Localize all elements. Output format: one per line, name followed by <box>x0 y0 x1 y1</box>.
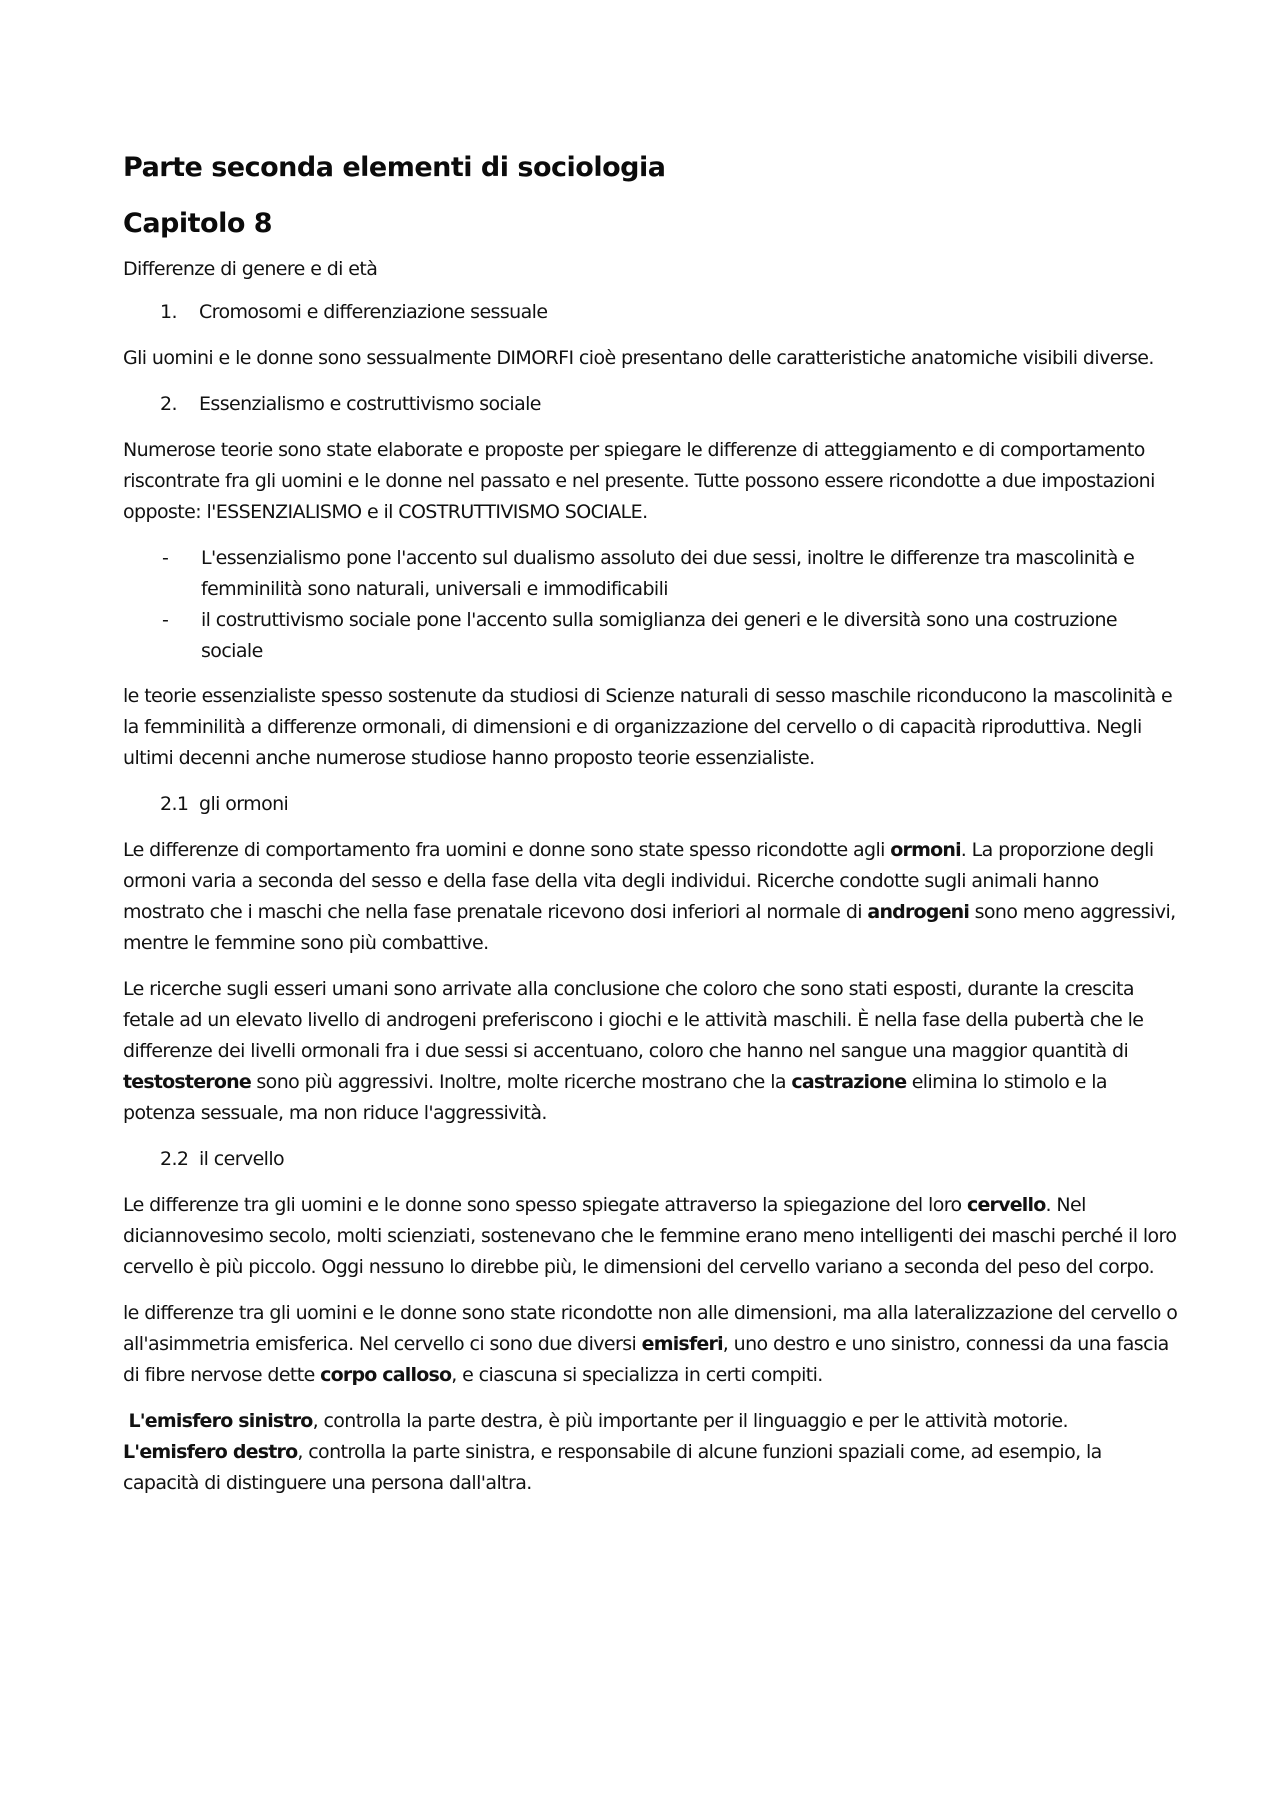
section-2-1-heading <box>160 789 1178 820</box>
section-2-2-number: 2.2 <box>160 1148 189 1170</box>
bold-term-cervello: cervello <box>967 1194 1046 1216</box>
dash-bullet: - <box>162 609 169 631</box>
section-2-paragraph: Numerose teorie sono state elaborate e proposte per spiegare le differenze di atteggiamento e di comportamento riscontrate fra gli uomini e le donne nel passato e nel presente. Tutte possono essere ricondotte a due impostazioni opposte: l'ESSENZIALISMO e il COSTRUTTIVISMO SOCIALE. <box>123 439 1155 523</box>
section-1-title: Cromosomi e differenziazione sessuale <box>199 301 548 323</box>
text-run: , controlla la parte sinistra, e responsabile di alcune funzioni spaziali come, ad esempio, la capacità di distinguere una persona dall'altra. <box>123 1441 1102 1494</box>
document-content <box>123 148 1178 1514</box>
bold-term-corpo-calloso: corpo calloso <box>320 1364 452 1386</box>
section-2-1-number: 2.1 <box>160 793 189 815</box>
dash-bullet: - <box>162 547 169 569</box>
section-2-1-title: gli ormoni <box>199 793 289 815</box>
section-2-2-heading <box>160 1144 1178 1175</box>
text-run: . La proporzione degli ormoni varia a seconda del sesso e della fase della vita degli individui. Ricerche condotte sugli animali hanno mostrato che i maschi che nella fase prenatale ricevono dosi inferiori al normale di <box>123 839 1154 923</box>
cervello-paragraph-2 <box>123 1298 1178 1391</box>
bold-term-emisfero-sinistro: L'emisfero sinistro <box>128 1410 313 1432</box>
list-item <box>123 543 1178 605</box>
list-item-text: il costruttivismo sociale pone l'accento sulla somiglianza dei generi e le diversità sono una costruzione sociale <box>201 609 1118 662</box>
text-run: , controlla la parte destra, è più importante per il linguaggio e per le attività motorie. <box>312 1410 1068 1432</box>
text-run: , uno destro e uno sinistro, connessi da una fascia di fibre nervose dette <box>123 1333 1169 1386</box>
text-run: . Nel diciannovesimo secolo, molti scienziati, sostenevano che le femmine erano meno intelligenti dei maschi perché il loro cervello è più piccolo. Oggi nessuno lo direbbe più, le dimensioni del cervello variano a seconda del peso del corpo. <box>123 1194 1177 1278</box>
cervello-paragraph-1 <box>123 1190 1178 1283</box>
text-run: elimina lo stimolo e la potenza sessuale, ma non riduce l'aggressività. <box>123 1071 1107 1124</box>
section-2-heading <box>160 389 1178 420</box>
heading-chapter: Capitolo 8 <box>123 208 273 239</box>
section-1-heading <box>160 297 1178 328</box>
bold-term-testosterone: testosterone <box>123 1071 251 1093</box>
section-2-followup-paragraph: le teorie essenzialiste spesso sostenute da studiosi di Scienze naturali di sesso maschile riconducono la mascolinità e la femminilità a differenze ormonali, di dimensioni e di organizzazione del cervello o di capacità riproduttiva. Negli ultimi decenni anche numerose studiose hanno proposto teorie essenzialiste. <box>123 685 1173 769</box>
section-1-number: 1. <box>160 301 177 323</box>
text-run: , e ciascuna si specializza in certi compiti. <box>451 1364 823 1386</box>
bold-term-emisferi: emisferi <box>641 1333 723 1355</box>
bold-term-ormoni: ormoni <box>890 839 961 861</box>
bold-term-emisfero-destro: L'emisfero destro <box>123 1441 298 1463</box>
chapter-subtitle: Differenze di genere e di età <box>123 258 378 280</box>
text-run: Le differenze di comportamento fra uomini e donne sono state spesso ricondotte agli <box>123 839 891 861</box>
section-2-2-title: il cervello <box>199 1148 285 1170</box>
ormoni-paragraph-1 <box>123 835 1178 959</box>
bold-term-androgeni: androgeni <box>867 901 970 923</box>
bold-term-castrazione: castrazione <box>791 1071 907 1093</box>
text-run: Le ricerche sugli esseri umani sono arrivate alla conclusione che coloro che sono stati esposti, durante la crescita fetale ad un elevato livello di androgeni preferiscono i giochi e le attività maschili. È nella fase della pubertà che le differenze dei livelli ormonali fra i due sessi si accentuano, coloro che hanno nel sangue una maggior quantità di <box>123 978 1144 1062</box>
section-1-paragraph: Gli uomini e le donne sono sessualmente DIMORFI cioè presentano delle caratteristiche anatomiche visibili diverse. <box>123 347 1154 369</box>
heading-part: Parte seconda elementi di sociologia <box>123 152 666 183</box>
section-2-title: Essenzialismo e costruttivismo sociale <box>199 393 541 415</box>
text-run: Le differenze tra gli uomini e le donne sono spesso spiegate attraverso la spiegazione del loro <box>123 1194 967 1216</box>
section-2-number: 2. <box>160 393 177 415</box>
text-run: le differenze tra gli uomini e le donne sono state ricondotte non alle dimensioni, ma alla lateralizzazione del cervello o all'asimmetria emisferica. Nel cervello ci sono due diversi <box>123 1302 1178 1355</box>
list-item <box>123 605 1178 667</box>
ormoni-paragraph-2 <box>123 974 1178 1129</box>
text-run: sono meno aggressivi, mentre le femmine sono più combattive. <box>123 901 1176 954</box>
dash-list <box>123 543 1178 667</box>
text-run: sono più aggressivi. Inoltre, molte ricerche mostrano che la <box>250 1071 792 1093</box>
list-item-text: L'essenzialismo pone l'accento sul dualismo assoluto dei due sessi, inoltre le differenze tra mascolinità e femminilità sono naturali, universali e immodificabili <box>201 547 1135 600</box>
cervello-paragraph-3 <box>123 1406 1178 1499</box>
